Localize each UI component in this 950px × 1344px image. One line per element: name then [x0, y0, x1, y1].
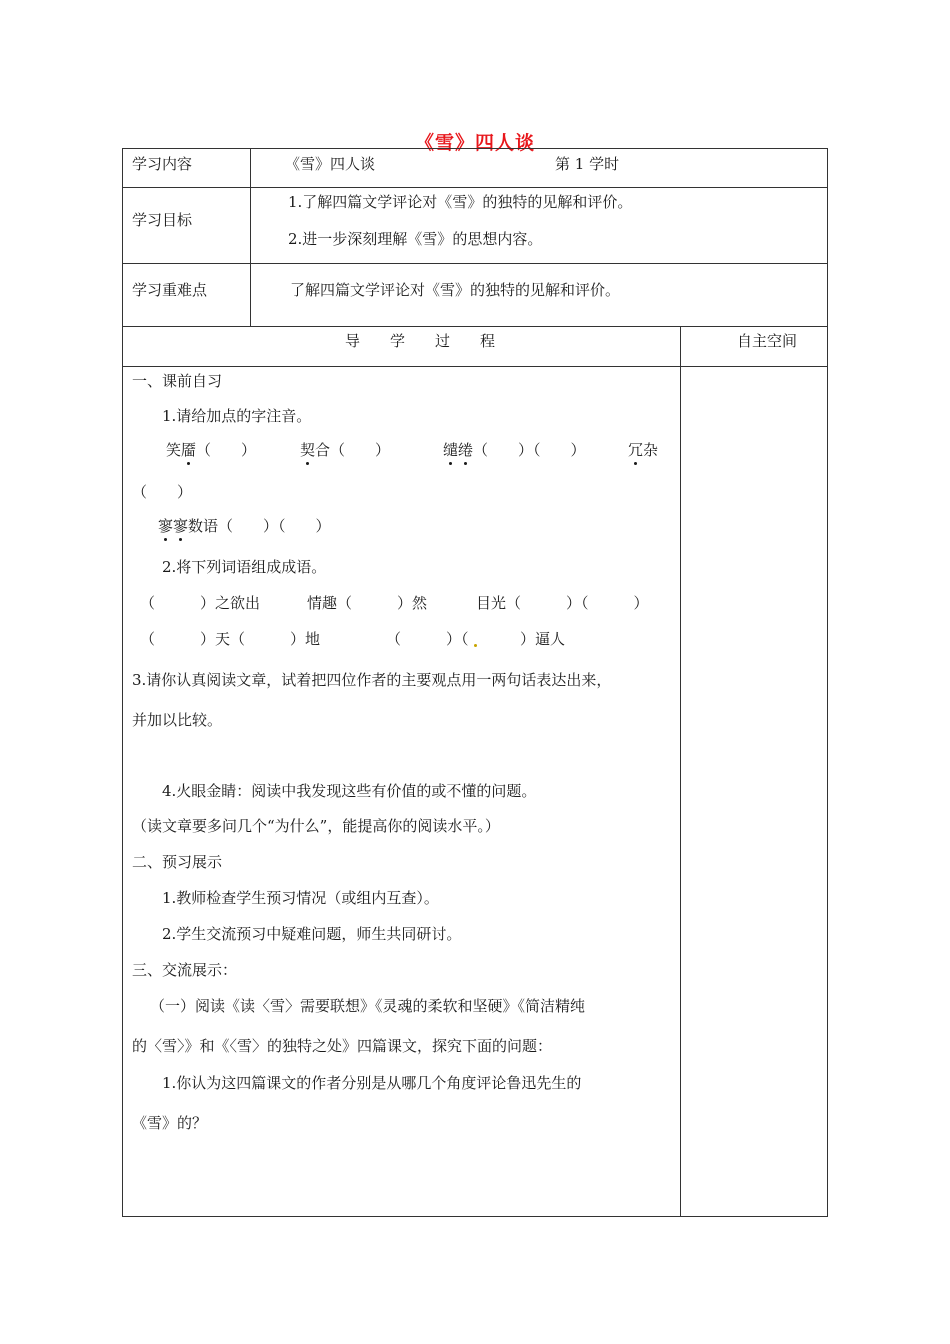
pinyin-dotted-char: 冗 [628, 441, 644, 459]
question-continued: 《雪》的？ [132, 1114, 208, 1132]
section-title: 二、预习展示 [132, 853, 223, 871]
question: 4.火眼金睛：阅读中我发现这些有价值的或不懂的问题。 [162, 782, 537, 800]
section-title: 三、交流展示： [132, 961, 238, 979]
idiom-item: （ ）天（ ）地 [140, 630, 321, 648]
question: 1.请给加点的字注音。 [162, 407, 312, 425]
section-title: 一、课前自习 [132, 372, 223, 390]
pinyin-item [158, 516, 331, 536]
pinyin-char: 合 [315, 441, 331, 459]
pinyin-dotted-char: 靥 [181, 441, 197, 459]
pinyin-blank: （ ） [132, 483, 193, 501]
question-note: （读文章要多问几个“为什么”，能提高你的阅读水平。） [132, 817, 500, 835]
row-divider [122, 326, 828, 327]
row-divider [122, 366, 828, 367]
page-title: 《雪》四人谈 [414, 132, 535, 154]
question-continued: 并加以比较。 [132, 711, 223, 729]
pinyin-blank: （ ） [196, 441, 257, 459]
pinyin-item [443, 440, 586, 460]
row-divider [122, 263, 828, 264]
goal-item: 2.进一步深刻理解《雪》的思想内容。 [288, 230, 543, 248]
question: 1.你认为这四篇课文的作者分别是从哪几个角度评论鲁迅先生的 [162, 1074, 582, 1092]
pinyin-char: 数语 [188, 517, 219, 535]
key-value: 了解四篇文学评论对《雪》的独特的见解和评价。 [290, 281, 621, 299]
idiom-item: （ ）（ [386, 630, 469, 648]
idiom-item: ）逼人 [520, 630, 566, 648]
list-item: 2.学生交流预习中疑难问题，师生共同研讨。 [162, 925, 462, 943]
key-label: 学习重难点 [132, 281, 208, 299]
idiom-item: 目光（ ）（ ） [476, 594, 649, 612]
pinyin-blank: （ ） [330, 441, 391, 459]
row-divider [122, 187, 828, 188]
pinyin-dotted-char: 寥 [158, 517, 174, 535]
pinyin-char: 杂 [643, 441, 659, 459]
stray-mark [474, 644, 477, 647]
paragraph-continued: 的〈雪〉》和《〈雪〉的独特之处》四篇课文，探究下面的问题： [132, 1037, 553, 1055]
pinyin-dotted-char: 绻 [458, 441, 474, 459]
question: 3.请你认真阅读文章，试着把四位作者的主要观点用一两句话表达出来， [132, 671, 612, 689]
goal-label: 学习目标 [132, 211, 193, 229]
goal-item: 1.了解四篇文学评论对《雪》的独特的见解和评价。 [288, 193, 633, 211]
content-value: 《雪》四人谈 [285, 155, 376, 173]
space-column-divider [680, 326, 681, 1216]
pinyin-blank: （ ）（ ） [473, 441, 586, 459]
pinyin-dotted-char: 缱 [443, 441, 459, 459]
period: 第 1 学时 [555, 155, 620, 173]
space-label: 自主空间 [737, 332, 798, 350]
label-column-divider [250, 148, 251, 326]
paragraph: （一）阅读《读〈雪〉需要联想》《灵魂的柔软和坚硬》《简洁精纯 [150, 997, 586, 1015]
pinyin-item [628, 440, 658, 460]
content-label: 学习内容 [132, 155, 193, 173]
list-item: 1.教师检查学生预习情况（或组内互查）。 [162, 889, 439, 907]
idiom-item: （ ）之欲出 [140, 594, 261, 612]
process-label: 导 学 过 程 [345, 332, 496, 350]
pinyin-char: 笑 [166, 441, 182, 459]
pinyin-dotted-char: 寥 [173, 517, 189, 535]
pinyin-item [166, 440, 256, 460]
pinyin-dotted-char: 契 [300, 441, 316, 459]
pinyin-blank: （ ）（ ） [218, 517, 331, 535]
idiom-item: 情趣（ ）然 [307, 594, 428, 612]
question: 2.将下列词语组成成语。 [162, 558, 327, 576]
pinyin-item [300, 440, 390, 460]
